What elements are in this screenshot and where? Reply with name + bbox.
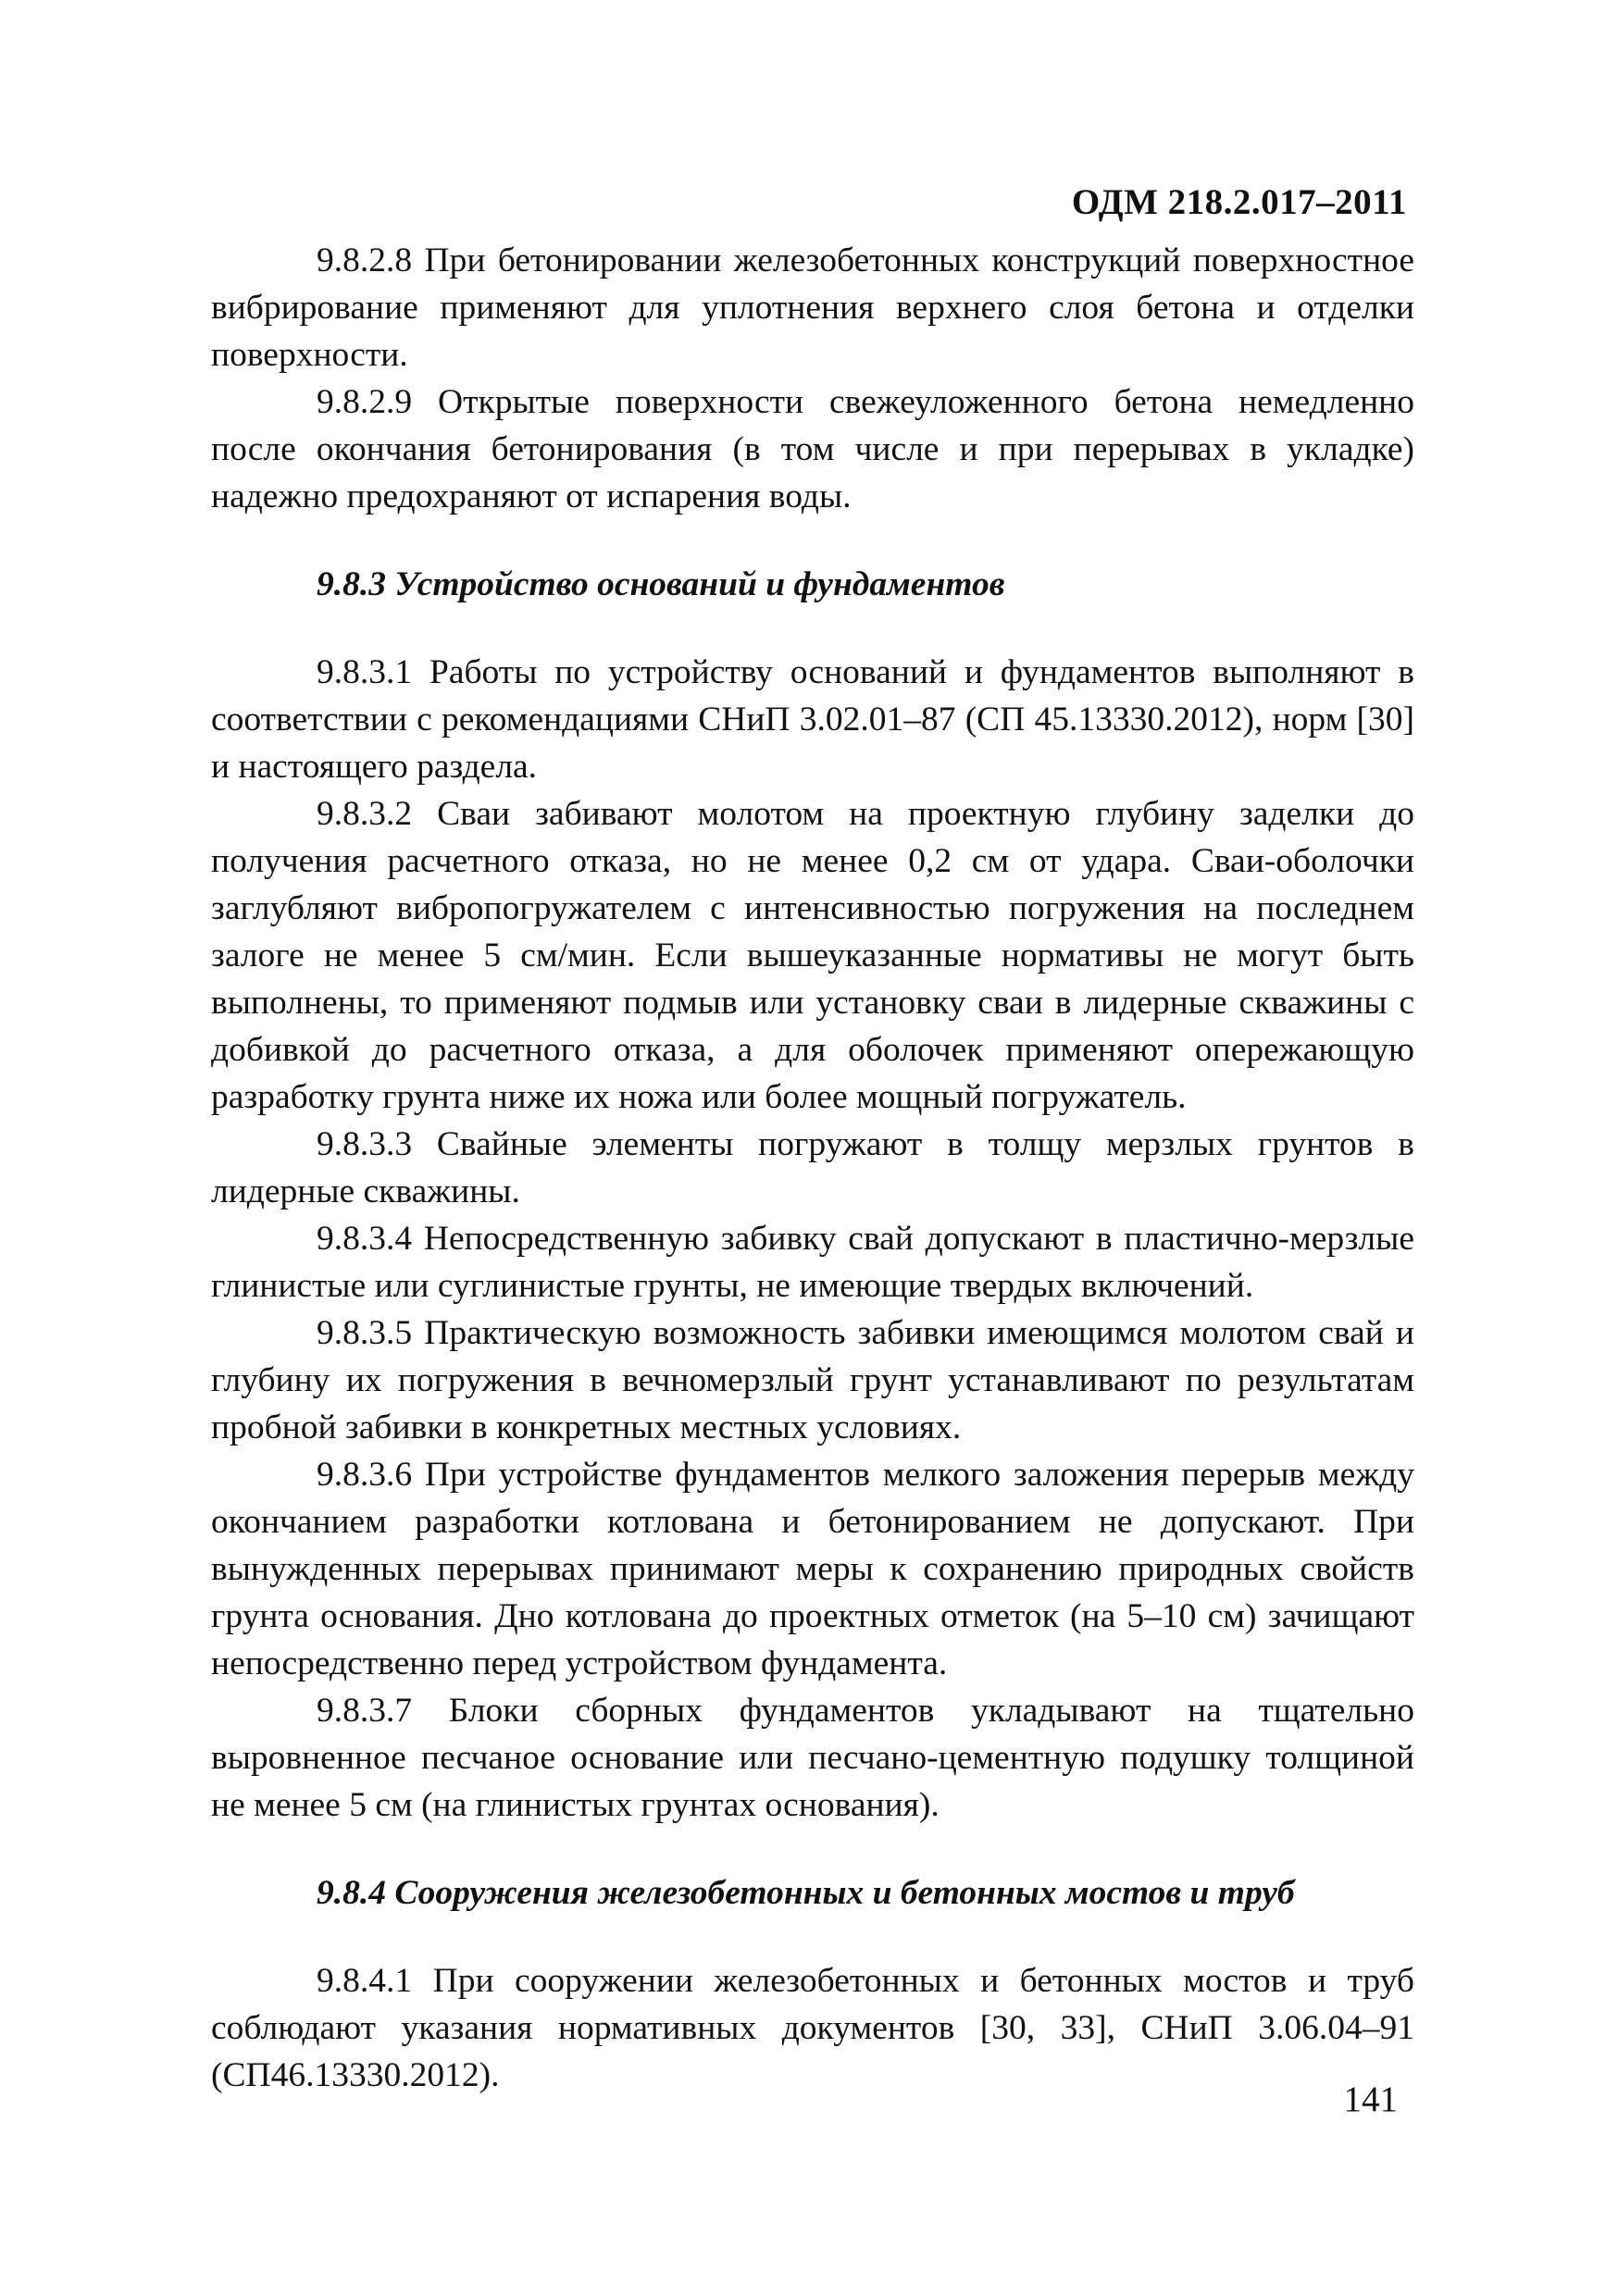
paragraph-9-8-3-2: 9.8.3.2 Сваи забивают молотом на проектную глубину заделки до получения расчетного отказа, но не менее 0,2 см от удара. Сваи-оболочки заглубляют вибропогружателем с интенсивностью погружения на последнем залоге не менее 5 см/мин. Если вышеуказанные нормативы не могут быть выполнены, то применяют подмыв или установку сваи в лидерные скважины с добивкой до расчетного отказа, а для оболочек применяют опережающую разработку грунта ниже их ножа или более мощный погружатель. [211, 795, 1414, 1116]
paragraph-9-8-3-3: 9.8.3.3 Свайные элементы погружают в толщу мерзлых грунтов в лидерные скважины. [211, 1125, 1414, 1210]
document-body [211, 237, 1414, 2099]
paragraph-9-8-2-9: 9.8.2.9 Открытые поверхности свежеуложенного бетона немедленно после окончания бетонирования (в том числе и при перерывах в укладке) надежно предохраняют от испарения воды. [211, 383, 1414, 515]
document-code-header: ОДМ 218.2.017–2011 [1071, 182, 1407, 222]
page-number: 141 [1343, 2079, 1398, 2119]
paragraph-9-8-3-4: 9.8.3.4 Непосредственную забивку свай допускают в пластично-мерзлые глинистые или суглинистые грунты, не имеющие твердых включений. [211, 1220, 1414, 1305]
paragraph-9-8-3-7: 9.8.3.7 Блоки сборных фундаментов укладывают на тщательно выровненное песчаное основание или песчано-цементную подушку толщиной не менее 5 см (на глинистых грунтах основания). [211, 1692, 1414, 1824]
section-heading-9-8-4: 9.8.4 Сооружения железобетонных и бетонных мостов и труб [317, 1874, 1295, 1912]
paragraph-9-8-2-8: 9.8.2.8 При бетонировании железобетонных конструкций поверхностное вибрирование применяют для уплотнения верхнего слоя бетона и отделки поверхности. [211, 242, 1414, 374]
section-heading-9-8-3: 9.8.3 Устройство оснований и фундаментов [317, 565, 1005, 603]
paragraph-9-8-4-1: 9.8.4.1 При сооружении железобетонных и бетонных мостов и труб соблюдают указания нормативных документов [30, 33], СНиП 3.06.04–91 (СП46.13330.2012). [211, 1962, 1414, 2094]
paragraph-9-8-3-5: 9.8.3.5 Практическую возможность забивки имеющимся молотом свай и глубину их погружения в вечномерзлый грунт устанавливают по результатам пробной забивки в конкретных местных условиях. [211, 1314, 1414, 1446]
paragraph-9-8-3-6: 9.8.3.6 При устройстве фундаментов мелкого заложения перерыв между окончанием разработки котлована и бетонированием не допускают. При вынужденных перерывах принимают меры к сохранению природных свойств грунта основания. Дно котлована до проектных отметок (на 5–10 см) зачищают непосредственно перед устройством фундамента. [211, 1456, 1414, 1682]
paragraph-9-8-3-1: 9.8.3.1 Работы по устройству оснований и фундаментов выполняют в соответствии с рекомендациями СНиП 3.02.01–87 (СП 45.13330.2012), норм [30] и настоящего раздела. [211, 653, 1414, 786]
